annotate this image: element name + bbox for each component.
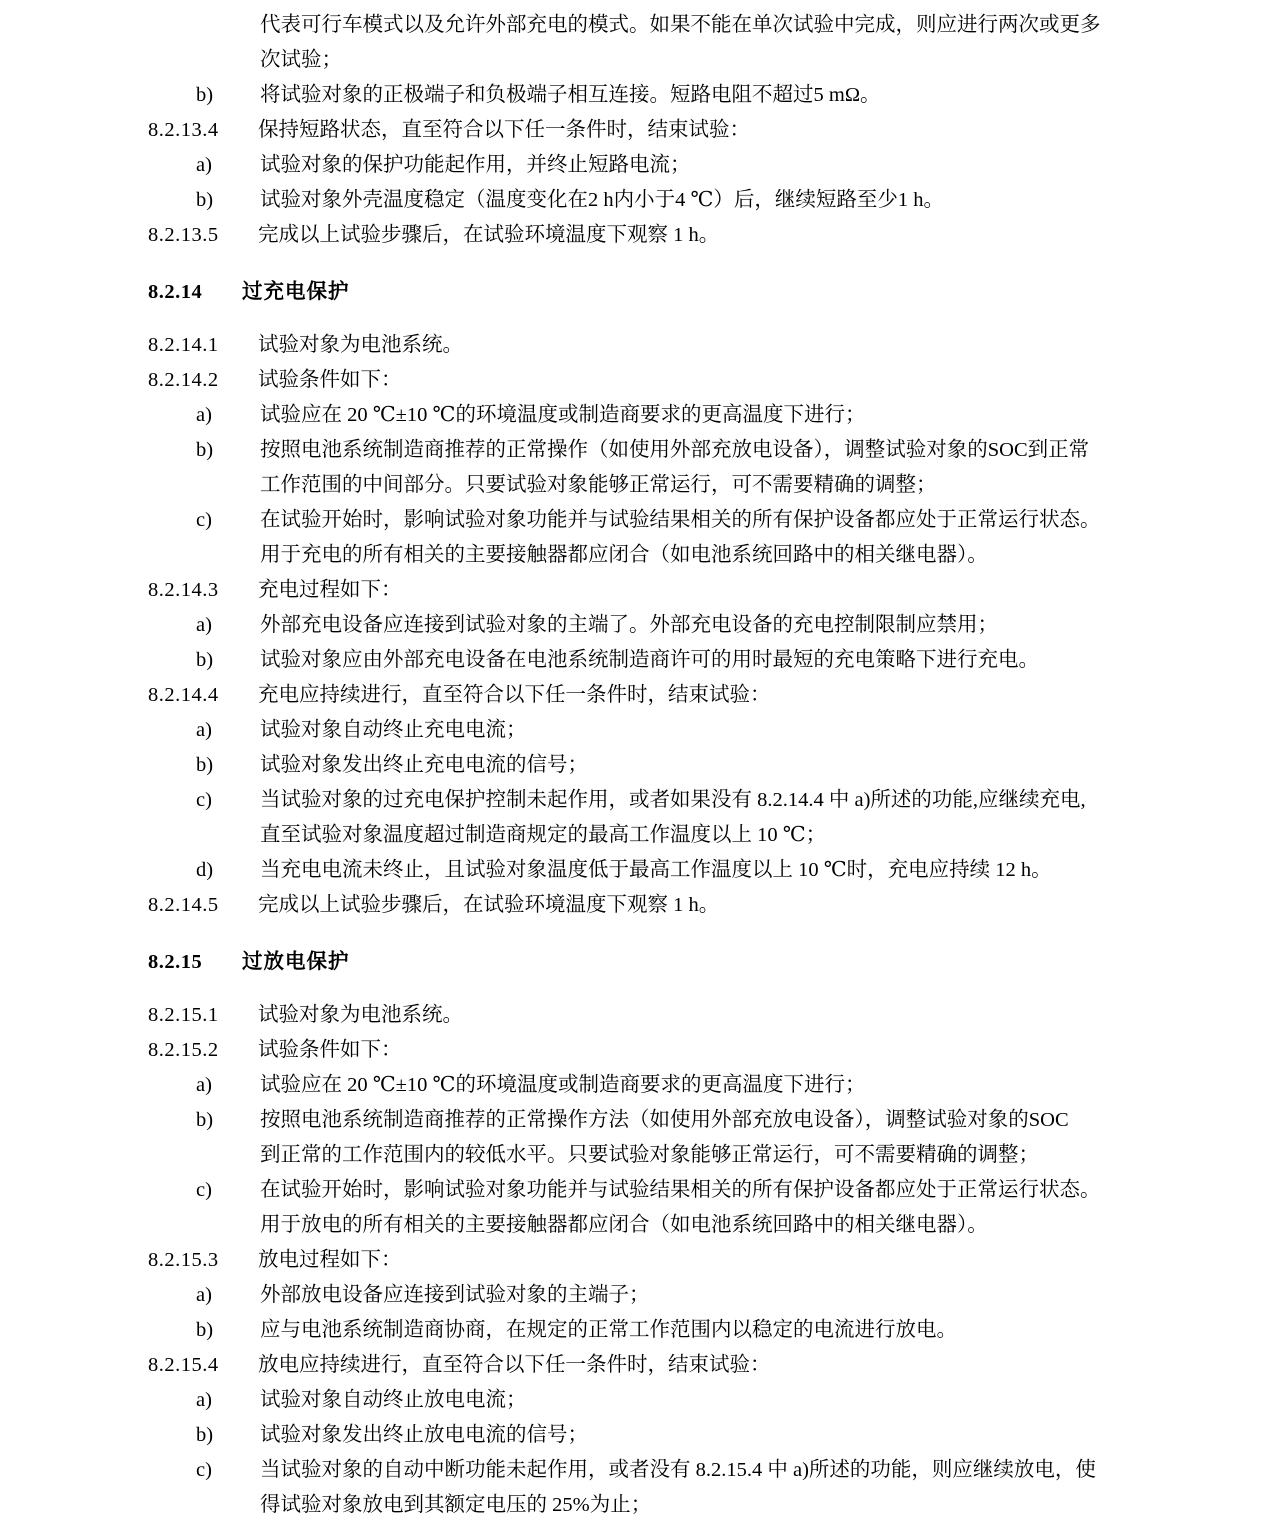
clause-number: 8.2.15.3 [148,1249,219,1271]
heading-8-2-14 [148,275,1168,310]
item-text-continued: 得试验对象放电到其额定电压的 25%为止； [260,1494,652,1516]
item-8-2-15-4-c [148,1453,1168,1488]
clause-text: 试验对象为电池系统。 [258,1004,463,1026]
item-text: 按照电池系统制造商推荐的正常操作方法（如使用外部充放电设备），调整试验对象的SOC [260,1109,1069,1131]
heading-8-2-15 [148,945,1168,980]
item-text: 试验对象自动终止放电电流； [260,1389,527,1411]
item-text: 在试验开始时，影响试验对象功能并与试验结果相关的所有保护设备都应处于正常运行状态。 [260,509,1101,531]
item-label: b) [196,754,214,776]
clause-8-2-15-4 [148,1348,1168,1383]
clause-number: 8.2.14.2 [148,369,219,391]
item-8-2-15-2-c [148,1173,1168,1208]
clause-number: 8.2.15.4 [148,1354,219,1376]
heading-number: 8.2.15 [148,951,203,973]
item-text: 试验应在 20 ℃±10 ℃的环境温度或制造商要求的更高温度下进行； [260,404,866,426]
item-text: 试验对象自动终止充电电流； [260,719,527,741]
item-label: a) [196,719,212,741]
clause-8-2-15-3 [148,1243,1168,1278]
item-text: 当试验对象的过充电保护控制未起作用，或者如果没有 8.2.14.4 中 a)所述的功能,应继续充电, [260,789,1086,811]
item-text-continued: 到正常的工作范围内的较低水平。只要试验对象能够正常运行，可不需要精确的调整； [260,1144,1039,1166]
item-label: a) [196,1389,212,1411]
item-8-2-15-4-a [148,1383,1168,1418]
item-label: c) [196,509,212,531]
item-label: a) [196,154,212,176]
clause-number: 8.2.14.1 [148,334,219,356]
item-text: 试验对象应由外部充电设备在电池系统制造商许可的用时最短的充电策略下进行充电。 [260,649,1039,671]
item-label: d) [196,859,214,881]
item-label: b) [196,1319,214,1341]
item-label: b) [196,1424,214,1446]
clause-text: 完成以上试验步骤后，在试验环境温度下观察 1 h。 [258,894,720,916]
item-text: 试验应在 20 ℃±10 ℃的环境温度或制造商要求的更高温度下进行； [260,1074,866,1096]
item-text-continued: 直至试验对象温度超过制造商规定的最高工作温度以上 10 ℃； [260,824,827,846]
item-text: 外部放电设备应连接到试验对象的主端子； [260,1284,650,1306]
clause-text: 试验对象为电池系统。 [258,334,463,356]
item-8-2-13-4-b [148,183,1168,218]
item-label: a) [196,404,212,426]
item-text: 试验对象发出终止放电电流的信号； [260,1424,588,1446]
clause-8-2-14-2 [148,363,1168,398]
document-body [148,8,1168,1523]
item-8-2-14-2-c [148,503,1168,538]
clause-text: 试验条件如下： [258,1039,402,1061]
clause-number: 8.2.13.4 [148,119,219,141]
clause-8-2-14-5 [148,888,1168,923]
clause-number: 8.2.15.2 [148,1039,219,1061]
item-label: b) [196,439,214,461]
item-text: 应与电池系统制造商协商，在规定的正常工作范围内以稳定的电流进行放电。 [260,1319,957,1341]
item-8-2-15-2-b [148,1103,1168,1138]
item-text-continued: 用于充电的所有相关的主要接触器都应闭合（如电池系统回路中的相关继电器）。 [260,544,988,566]
item-text: 试验对象的保护功能起作用，并终止短路电流； [260,154,691,176]
item-text-continued: 用于放电的所有相关的主要接触器都应闭合（如电池系统回路中的相关继电器）。 [260,1214,988,1236]
item-label: b) [196,1109,214,1131]
item-8-2-14-4-a [148,713,1168,748]
item-text: 当试验对象的自动中断功能未起作用，或者没有 8.2.15.4 中 a)所述的功能，则应继续放电，使 [260,1459,1096,1481]
clause-8-2-13-5 [148,218,1168,253]
clause-8-2-15-2 [148,1033,1168,1068]
heading-title: 过放电保护 [242,951,350,973]
item-text: 按照电池系统制造商推荐的正常操作（如使用外部充放电设备），调整试验对象的SOC到正常 [260,439,1090,461]
clause-8-2-15-1 [148,998,1168,1033]
item-label: c) [196,1459,212,1481]
item-text: 在试验开始时，影响试验对象功能并与试验结果相关的所有保护设备都应处于正常运行状态。 [260,1179,1101,1201]
clause-number: 8.2.14.5 [148,894,219,916]
clause-text: 充电应持续进行，直至符合以下任一条件时，结束试验： [258,684,771,706]
item-8-2-14-3-a [148,608,1168,643]
clause-number: 8.2.13.5 [148,224,219,246]
item-text-continued: 工作范围的中间部分。只要试验对象能够正常运行，可不需要精确的调整； [260,474,937,496]
clause-text: 充电过程如下： [258,579,402,601]
item-8-2-14-4-d [148,853,1168,888]
clause-8-2-14-4 [148,678,1168,713]
item-text: 将试验对象的正极端子和负极端子相互连接。短路电阻不超过5 mΩ。 [260,84,881,106]
clause-number: 8.2.15.1 [148,1004,219,1026]
item-8-2-13-4-a [148,148,1168,183]
item-label: b) [196,84,214,106]
item-text: 外部充电设备应连接到试验对象的主端了。外部充电设备的充电控制限制应禁用； [260,614,998,636]
clause-number: 8.2.14.4 [148,684,219,706]
item-8-2-14-3-b [148,643,1168,678]
clause-text: 放电过程如下： [258,1249,402,1271]
clause-number: 8.2.14.3 [148,579,219,601]
para-continuation-8-2-13-3-line-1: 代表可行车模式以及允许外部充电的模式。如果不能在单次试验中完成，则应进行两次或更多 [260,14,1101,36]
clause-text: 放电应持续进行，直至符合以下任一条件时，结束试验： [258,1354,771,1376]
item-label: c) [196,789,212,811]
item-label: c) [196,1179,212,1201]
item-8-2-14-4-c [148,783,1168,818]
item-8-2-14-4-b [148,748,1168,783]
item-8-2-14-2-b [148,433,1168,468]
item-label: a) [196,1074,212,1096]
item-8-2-15-2-a [148,1068,1168,1103]
item-label: b) [196,649,214,671]
item-label: b) [196,189,214,211]
item-8-2-15-3-a [148,1278,1168,1313]
item-text: 当充电电流未终止，且试验对象温度低于最高工作温度以上 10 ℃时，充电应持续 12 h。 [260,859,1052,881]
clause-text: 完成以上试验步骤后，在试验环境温度下观察 1 h。 [258,224,720,246]
heading-title: 过充电保护 [242,281,350,303]
clause-text: 试验条件如下： [258,369,402,391]
clause-text: 保持短路状态，直至符合以下任一条件时，结束试验： [258,119,750,141]
item-label: a) [196,1284,212,1306]
item-text: 试验对象外壳温度稳定（温度变化在2 h内小于4 ℃）后，继续短路至少1 h。 [260,189,945,211]
para-continuation-8-2-13-3-line-2: 次试验； [260,49,342,71]
item-text: 试验对象发出终止充电电流的信号； [260,754,588,776]
clause-8-2-13-4 [148,113,1168,148]
item-8-2-13-3-b [148,78,1168,113]
clause-8-2-14-3 [148,573,1168,608]
clause-8-2-14-1 [148,328,1168,363]
item-8-2-15-3-b [148,1313,1168,1348]
item-8-2-15-4-b [148,1418,1168,1453]
heading-number: 8.2.14 [148,281,203,303]
item-label: a) [196,614,212,636]
item-8-2-14-2-a [148,398,1168,433]
